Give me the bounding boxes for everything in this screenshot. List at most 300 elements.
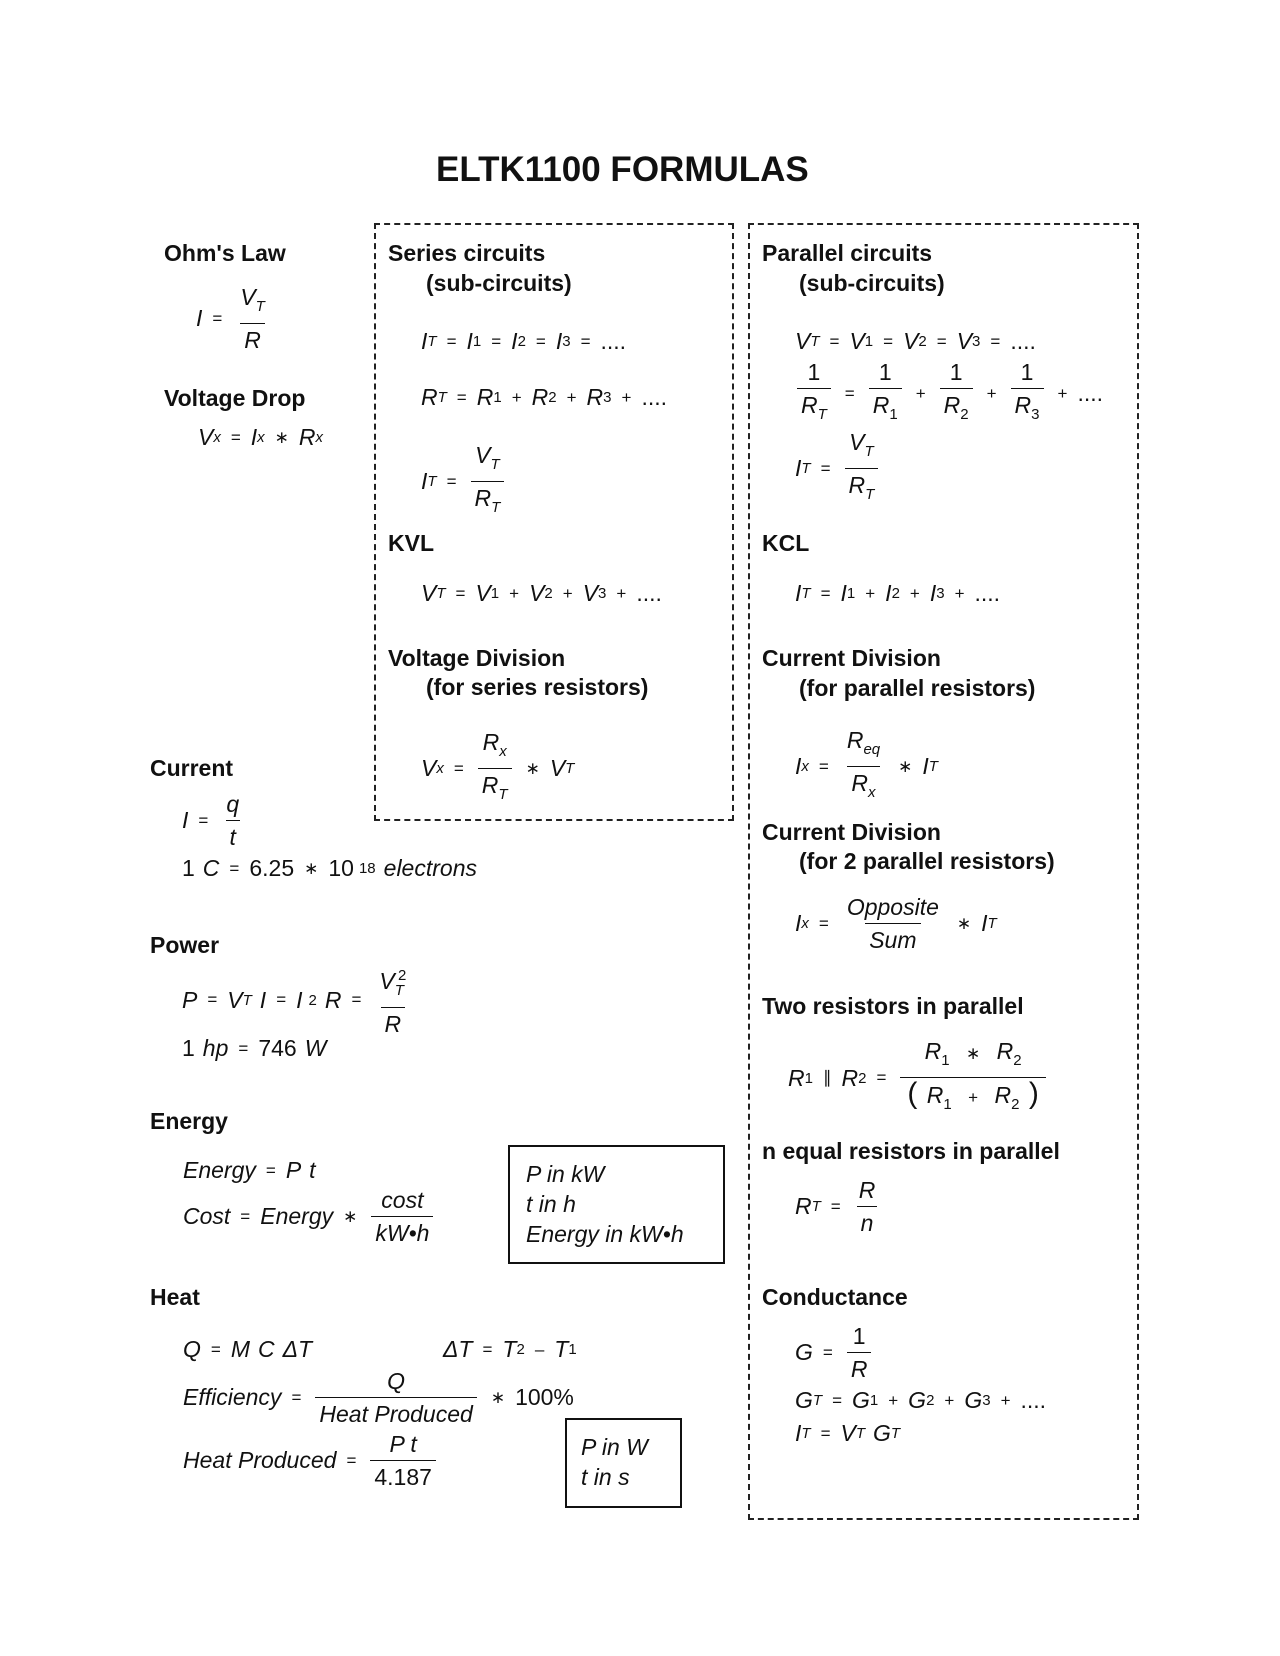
var: V — [227, 986, 243, 1013]
page-title: ELTK1100 FORMULAS — [436, 150, 809, 189]
var: I — [555, 328, 563, 354]
horsepower-formula — [182, 1035, 326, 1062]
var: V — [903, 328, 919, 354]
number: 6.25 — [249, 855, 295, 881]
var: G — [873, 1420, 891, 1446]
plus: + — [621, 387, 632, 407]
kvl-heading: KVL — [388, 530, 434, 556]
subscript: 1 — [472, 333, 482, 350]
fraction — [375, 962, 410, 1038]
times: ∗ — [956, 913, 972, 933]
parallel-ohms-formula — [795, 428, 882, 509]
equals: = — [446, 331, 457, 351]
parallel-reciprocal-formula — [793, 358, 1103, 429]
fraction — [845, 428, 879, 509]
equals: = — [832, 1390, 842, 1410]
var: I — [466, 328, 473, 354]
var: I — [421, 328, 428, 354]
kcl-formula — [795, 580, 1000, 607]
efficiency-formula — [183, 1367, 574, 1428]
subscript: x — [213, 429, 221, 446]
var: R — [848, 472, 866, 498]
var: R — [381, 1007, 406, 1038]
equals: = — [212, 308, 223, 328]
energy-heading: Energy — [150, 1108, 228, 1134]
subscript: T — [811, 1198, 821, 1215]
equals: = — [822, 1342, 833, 1362]
subscript: T — [801, 585, 811, 602]
subscript: 1 — [490, 585, 500, 602]
plus: + — [915, 383, 926, 403]
number: 746 — [258, 1035, 297, 1061]
subscript: x — [868, 784, 876, 801]
equals: = — [351, 990, 362, 1009]
equals: = — [936, 331, 947, 351]
var: V — [421, 580, 437, 606]
fraction — [847, 1322, 872, 1383]
var: R — [847, 1352, 872, 1383]
equals: = — [580, 331, 591, 351]
var: I — [795, 1420, 802, 1446]
unit: W — [304, 1035, 327, 1061]
subscript: T — [864, 443, 874, 460]
equals: = — [229, 858, 240, 878]
var: R — [841, 1064, 859, 1091]
fraction — [471, 441, 505, 522]
subscript: 2 — [517, 333, 526, 350]
ellipsis: .... — [1010, 328, 1036, 354]
subscript: 1 — [943, 1096, 952, 1113]
subscript: T — [801, 460, 811, 477]
var: R — [996, 1038, 1014, 1064]
subscript: 2 — [891, 585, 900, 602]
current-division-two-formula — [795, 893, 997, 954]
number: 1 — [807, 359, 821, 385]
var: I — [196, 305, 203, 331]
times: ∗ — [965, 1044, 981, 1063]
var: V — [795, 328, 811, 354]
subscript: T — [801, 1425, 811, 1442]
subscript: 1 — [568, 1341, 577, 1358]
equals: = — [482, 1339, 493, 1359]
fraction — [315, 1367, 476, 1428]
plus: + — [509, 583, 520, 603]
var: I — [421, 468, 428, 494]
plus: + — [986, 383, 997, 403]
var: R — [994, 1082, 1012, 1108]
subscript: T — [810, 333, 820, 350]
subscript: 3 — [982, 1392, 991, 1409]
number: 10 — [328, 855, 354, 881]
number: 1 — [1020, 359, 1034, 385]
var: R — [298, 424, 316, 450]
var: G — [795, 1339, 813, 1365]
var: R — [858, 1177, 876, 1203]
fraction — [222, 790, 243, 851]
var: I — [981, 910, 988, 936]
fraction — [478, 728, 512, 809]
number: 1 — [182, 1035, 195, 1061]
subscript: T — [865, 486, 875, 503]
var: R — [476, 384, 494, 410]
subscript: 3 — [1031, 406, 1040, 423]
subscript: 2 — [1011, 1096, 1020, 1113]
var: t — [309, 1157, 316, 1183]
plus: + — [562, 583, 573, 603]
var: cost — [381, 1187, 424, 1213]
times: ∗ — [490, 1387, 506, 1407]
fraction — [370, 1430, 436, 1491]
equals: = — [210, 1339, 221, 1359]
fraction — [855, 1176, 880, 1237]
ellipsis: .... — [1020, 1387, 1047, 1413]
var: I — [259, 986, 267, 1013]
heat-heading: Heat — [150, 1284, 200, 1310]
fraction — [1011, 358, 1044, 429]
equals: = — [453, 758, 464, 778]
subscript: T — [812, 1392, 823, 1409]
var: Q — [387, 1368, 406, 1394]
var: I — [795, 753, 802, 779]
two-resistors-heading: Two resistors in parallel — [762, 993, 1024, 1019]
exponent: 2 — [308, 991, 317, 1009]
number: 100% — [515, 1384, 574, 1410]
subscript: T — [890, 1425, 901, 1442]
subscript: 2 — [960, 406, 969, 423]
var: R — [795, 1193, 812, 1219]
var: V — [849, 328, 865, 354]
var: R — [482, 729, 500, 755]
subscript: 2 — [1013, 1052, 1022, 1069]
subscript: 2 — [544, 585, 553, 602]
var: R — [851, 770, 869, 796]
number: 1 — [182, 855, 195, 881]
plus: + — [1057, 383, 1068, 403]
two-resistors-formula — [788, 1037, 1050, 1119]
fraction — [843, 726, 884, 807]
subscript: 1 — [493, 389, 502, 406]
subscript: 3 — [598, 585, 607, 602]
times: ∗ — [304, 858, 319, 878]
times: ∗ — [898, 756, 913, 776]
subscript: 2 — [548, 389, 557, 406]
voltage-division-heading: Voltage Division — [388, 645, 566, 671]
equals: = — [820, 583, 831, 603]
equals: = — [491, 331, 502, 351]
delta-t-formula — [443, 1336, 577, 1363]
ohms-law-heading: Ohm's Law — [164, 240, 286, 266]
equals: = — [844, 383, 855, 403]
var: C — [258, 1336, 275, 1362]
kvl-formula — [421, 580, 662, 607]
number: 1 — [949, 359, 963, 385]
subscript: 1 — [864, 333, 874, 350]
var: Heat Produced — [183, 1447, 337, 1473]
plus: + — [954, 583, 965, 603]
power-heading: Power — [150, 932, 220, 958]
var: q — [226, 791, 240, 817]
var: R — [788, 1064, 805, 1091]
subscript: T — [490, 456, 500, 473]
subscript: T — [928, 758, 938, 775]
var: I — [795, 580, 802, 606]
var: R — [926, 1082, 944, 1108]
total-conductance-formula — [795, 1387, 1046, 1414]
var: M — [230, 1336, 250, 1362]
var: V — [956, 328, 973, 354]
ellipsis: .... — [974, 580, 1001, 606]
parallel-subheading: (sub-circuits) — [799, 270, 945, 296]
conductance-formula — [795, 1322, 875, 1383]
var: I — [840, 580, 847, 606]
times: ∗ — [274, 427, 289, 447]
var: Cost — [183, 1203, 231, 1229]
unit: electrons — [383, 855, 477, 881]
energy-units-box — [508, 1145, 725, 1264]
n-equal-heading: n equal resistors in parallel — [762, 1138, 1060, 1164]
var: Heat Produced — [315, 1397, 476, 1428]
var: T — [502, 1336, 517, 1362]
subscript: 2 — [918, 333, 927, 350]
subscript: 1 — [869, 1392, 879, 1409]
plus: + — [888, 1390, 899, 1410]
plus: + — [944, 1390, 955, 1410]
energy-formula — [183, 1157, 316, 1184]
plus: + — [511, 387, 522, 407]
heat-produced-formula — [183, 1430, 440, 1491]
heat-unit-line: P in W — [581, 1434, 648, 1460]
var: Efficiency — [183, 1384, 282, 1410]
var: V — [240, 284, 256, 310]
subscript: T — [987, 915, 997, 932]
var: V — [475, 580, 491, 606]
series-subheading: (sub-circuits) — [426, 270, 572, 296]
conductance-current-formula — [795, 1420, 900, 1447]
subscript: eq — [863, 741, 881, 758]
var: I — [795, 910, 802, 936]
var: I — [929, 580, 937, 606]
subscript: x — [801, 915, 809, 932]
times: ∗ — [525, 758, 540, 778]
paren: ( — [907, 1077, 918, 1110]
parallel-symbol: ∥ — [822, 1068, 832, 1087]
var: Opposite — [846, 894, 939, 920]
var: R — [924, 1038, 942, 1064]
var: I — [885, 580, 892, 606]
times: ∗ — [343, 1206, 358, 1226]
subscript: T — [491, 499, 501, 516]
var: V — [849, 429, 865, 455]
equals: = — [876, 1068, 887, 1087]
var: n — [857, 1206, 878, 1237]
energy-unit-line: P in kW — [526, 1161, 605, 1187]
subscript: T — [394, 982, 404, 999]
subscript: T — [498, 786, 508, 803]
equals: = — [265, 1160, 276, 1180]
number: 4.187 — [370, 1460, 436, 1491]
subscript: T — [436, 585, 446, 602]
equals: = — [455, 583, 466, 603]
subscript: 1 — [804, 1069, 813, 1087]
var: V — [475, 442, 491, 468]
var: V — [198, 424, 214, 450]
subscript: 3 — [562, 333, 571, 350]
ellipsis: .... — [636, 580, 662, 606]
series-ohms-formula — [421, 441, 508, 522]
voltage-division-formula — [421, 728, 574, 809]
var: R — [531, 384, 549, 410]
equals: = — [291, 1387, 302, 1407]
subscript: T — [427, 333, 437, 350]
equals: = — [818, 913, 829, 933]
var: R — [872, 392, 890, 418]
var: V — [549, 755, 566, 781]
equals: = — [990, 331, 1001, 351]
subscript: x — [801, 758, 809, 775]
var: V — [379, 968, 395, 994]
var: ΔT — [443, 1336, 473, 1362]
equals: = — [346, 1450, 357, 1470]
var: ΔT — [282, 1336, 313, 1362]
equals: = — [829, 331, 840, 351]
subscript: 2 — [516, 1341, 525, 1358]
heat-q-formula — [183, 1336, 312, 1363]
parallel-heading: Parallel circuits — [762, 240, 933, 266]
subscript: x — [499, 743, 507, 760]
cost-formula — [183, 1186, 437, 1247]
n-equal-formula — [795, 1176, 883, 1237]
var: R — [324, 986, 342, 1013]
fraction — [843, 893, 943, 954]
subscript: 3 — [936, 585, 945, 602]
var: R — [846, 727, 864, 753]
subscript: T — [255, 298, 265, 315]
equals: = — [535, 331, 546, 351]
var: V — [582, 580, 599, 606]
subscript: 2 — [858, 1069, 867, 1087]
subscript: T — [437, 389, 447, 406]
subscript: T — [817, 406, 827, 423]
current-formula — [182, 790, 247, 851]
subscript: T — [427, 473, 437, 490]
subscript: x — [315, 429, 324, 446]
subscript: 2 — [926, 1392, 935, 1409]
var: C — [202, 855, 220, 881]
subscript: 3 — [972, 333, 981, 350]
unit: kW•h — [371, 1216, 433, 1247]
voltage-drop-formula — [198, 424, 323, 451]
var: R — [801, 392, 818, 418]
ohms-law-formula — [196, 283, 273, 354]
equals: = — [820, 1423, 831, 1443]
current-heading: Current — [150, 755, 234, 781]
var: P — [182, 986, 198, 1013]
var: t — [226, 820, 240, 851]
plus: + — [865, 583, 876, 603]
subscript: x — [257, 429, 265, 446]
var: R — [1014, 392, 1032, 418]
heat-units-box — [565, 1418, 682, 1508]
var: G — [964, 1387, 983, 1413]
var: I — [182, 807, 189, 833]
fraction — [797, 358, 831, 429]
coulomb-formula — [182, 855, 477, 882]
fraction — [869, 358, 902, 429]
plus: + — [1000, 1390, 1011, 1410]
ellipsis: .... — [600, 328, 627, 354]
subscript: x — [436, 760, 444, 777]
number: 1 — [878, 359, 892, 385]
var: R — [421, 384, 438, 410]
var: V — [529, 580, 545, 606]
equals: = — [238, 1038, 249, 1058]
equals: = — [820, 458, 831, 478]
subscript: 3 — [603, 389, 612, 406]
var: P — [285, 1157, 302, 1183]
plus: + — [909, 583, 920, 603]
equals: = — [446, 471, 457, 491]
var: I — [250, 424, 258, 450]
parallel-voltage-formula — [795, 328, 1036, 355]
var: I — [795, 455, 802, 481]
fraction — [236, 283, 269, 354]
ellipsis: .... — [1077, 380, 1104, 406]
var: V — [421, 755, 437, 781]
var: P t — [389, 1431, 417, 1457]
energy-unit-line: Energy in kW•h — [526, 1221, 684, 1247]
var: T — [554, 1336, 569, 1362]
fraction — [371, 1186, 433, 1247]
var: V — [840, 1420, 856, 1446]
subscript: 1 — [941, 1052, 950, 1069]
series-resistance-formula — [421, 384, 667, 411]
current-division-subheading: (for parallel resistors) — [799, 675, 1036, 701]
equals: = — [456, 387, 467, 407]
conductance-heading: Conductance — [762, 1284, 908, 1310]
fraction — [940, 358, 973, 429]
var: I — [922, 753, 929, 779]
voltage-drop-heading: Voltage Drop — [164, 385, 306, 411]
ellipsis: .... — [641, 384, 668, 410]
equals: = — [240, 1206, 251, 1226]
series-current-formula — [421, 328, 626, 355]
heat-unit-line: t in s — [581, 1464, 630, 1490]
plus: + — [616, 583, 627, 603]
var: I — [511, 328, 518, 354]
exponent: 18 — [358, 860, 376, 877]
var: R — [943, 392, 961, 418]
equals: = — [207, 990, 218, 1009]
plus: + — [566, 387, 577, 407]
var: Energy — [260, 1203, 334, 1229]
var: R — [240, 323, 265, 354]
var: G — [852, 1387, 870, 1413]
paren: ) — [1028, 1077, 1039, 1110]
var: Energy — [183, 1157, 256, 1183]
fraction — [900, 1037, 1045, 1119]
current-division-heading: Current Division — [762, 645, 941, 671]
current-division-two-heading: Current Division — [762, 819, 941, 845]
power-formula — [182, 962, 414, 1038]
var: Sum — [865, 923, 920, 954]
subscript: 1 — [846, 585, 856, 602]
energy-unit-line: t in h — [526, 1191, 576, 1217]
current-division-two-subheading: (for 2 parallel resistors) — [799, 848, 1055, 874]
plus: + — [968, 1088, 979, 1107]
var: G — [795, 1387, 813, 1413]
var: R — [481, 772, 499, 798]
unit: hp — [202, 1035, 229, 1061]
